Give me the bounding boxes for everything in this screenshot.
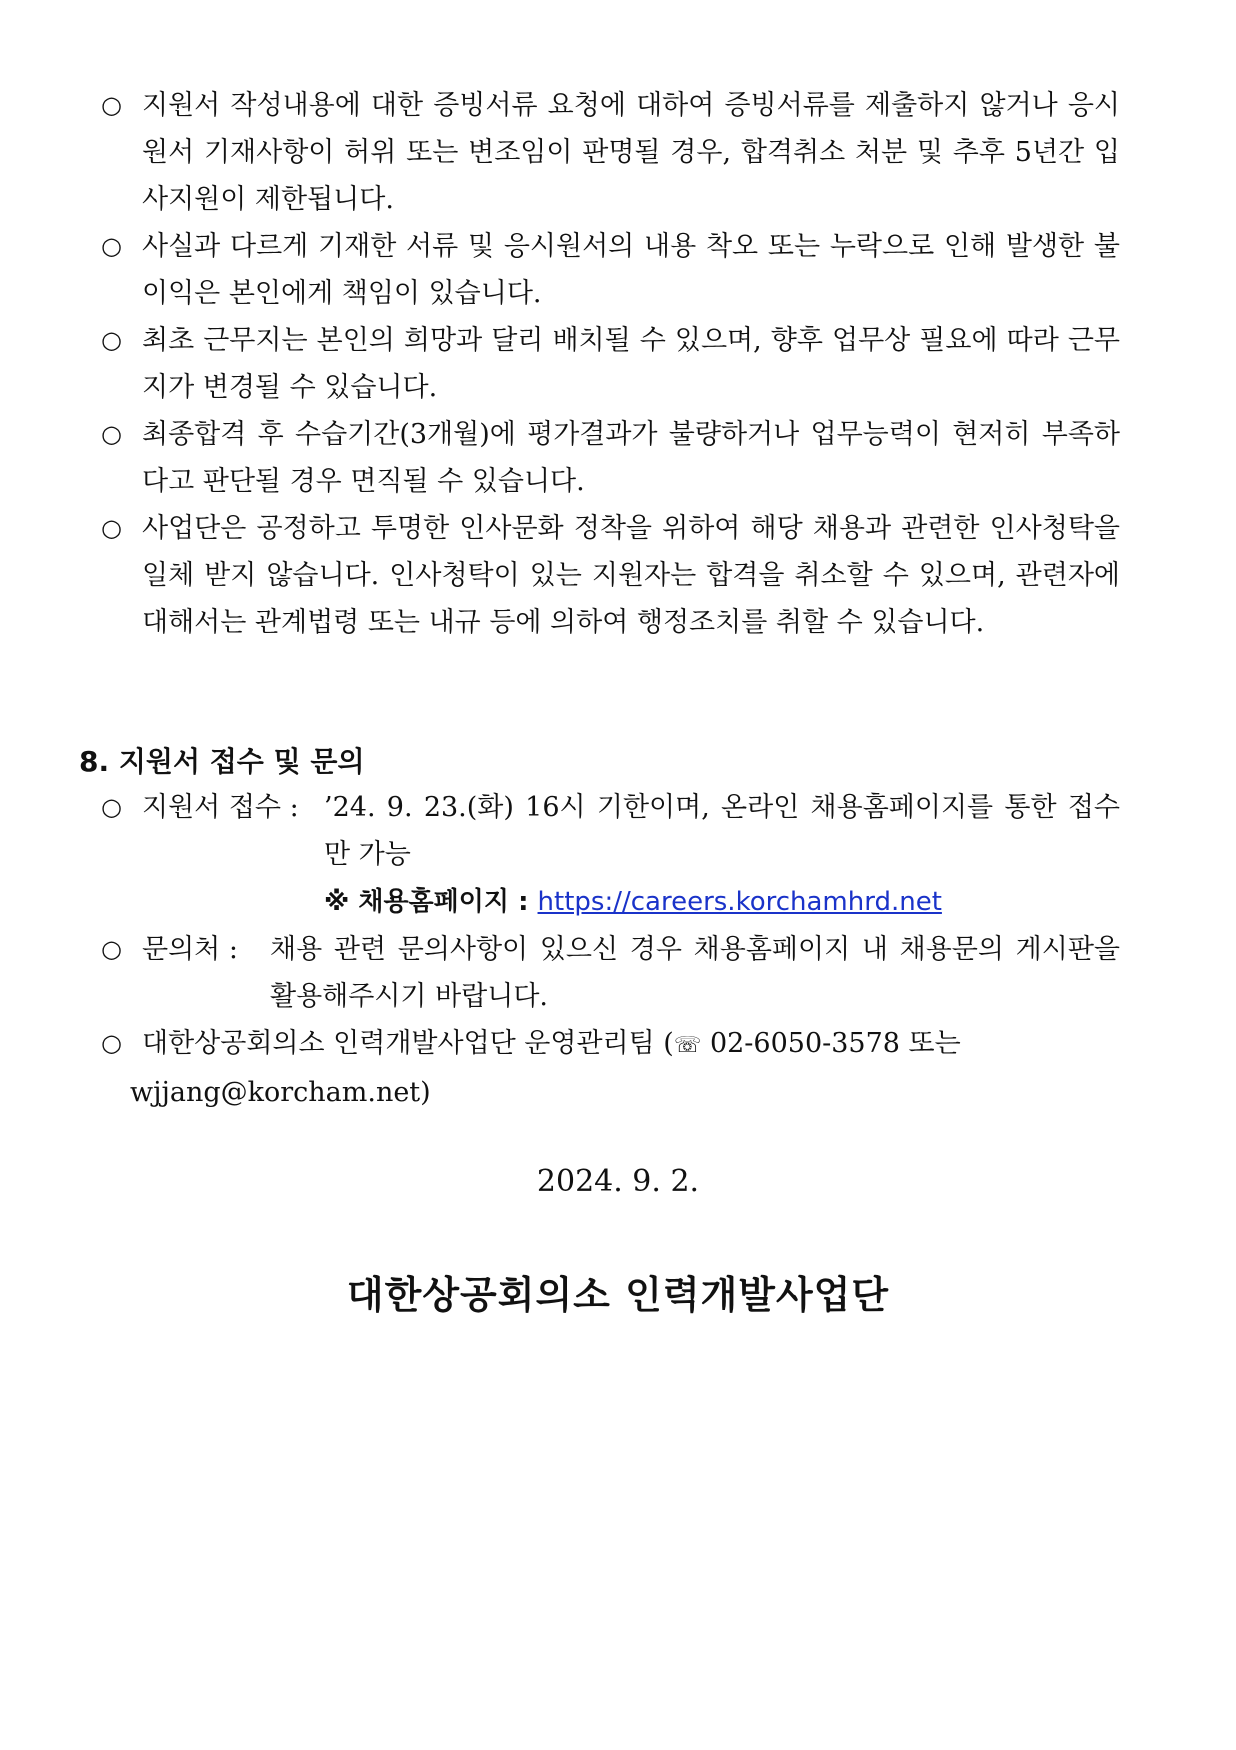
bullet-icon: ○ — [101, 91, 122, 119]
application-info — [95, 784, 1120, 1116]
document-date: 2024. 9. 2. — [536, 1164, 700, 1199]
notice-item-workplace — [95, 317, 1120, 411]
notice-text: 최종합격 후 수습기간(3개월)에 평가결과가 불량하거나 업무능력이 현저히 부족하다고 판단될 경우 면직될 수 있습니다. — [142, 419, 1120, 497]
contact-phone: 02-6050-3578 또는 — [701, 1028, 961, 1059]
application-label: 지원서 접수 : — [142, 792, 299, 823]
notice-list — [95, 82, 1120, 646]
contact-email: wjjang@korcham.net) — [130, 1077, 431, 1108]
phone-icon: ☏ — [673, 1033, 702, 1058]
bullet-icon: ○ — [101, 793, 122, 821]
notice-text: 지원서 작성내용에 대한 증빙서류 요청에 대하여 증빙서류를 제출하지 않거나 응시원서 기재사항이 허위 또는 변조임이 판명될 경우, 합격취소 처분 및 추후 5년간 입사지원이 제한됩니다. — [142, 90, 1120, 215]
inquiry-row — [95, 926, 1120, 1020]
notice-item-solicitation — [95, 505, 1120, 646]
notice-item-probation — [95, 411, 1120, 505]
bullet-icon: ○ — [101, 935, 122, 963]
bullet-icon: ○ — [101, 420, 122, 448]
bullet-icon: ○ — [101, 326, 122, 354]
inquiry-text: 채용 관련 문의사항이 있으신 경우 채용홈페이지 내 채용문의 게시판을 활용해주시기 바랍니다. — [270, 934, 1120, 1012]
application-content — [324, 784, 1120, 926]
application-row — [95, 784, 1120, 926]
notice-text: 사업단은 공정하고 투명한 인사문화 정착을 위하여 해당 채용과 관련한 인사청탁을 일체 받지 않습니다. 인사청탁이 있는 지원자는 합격을 취소할 수 있으며, 관련자에 대해서는 관계법령 또는 내규 등에 의하여 행정조치를 취할 수 있습니다. — [142, 513, 1120, 638]
organization-name: 대한상공회의소 인력개발사업단 — [346, 1273, 890, 1317]
notice-text: 최초 근무지는 본인의 희망과 달리 배치될 수 있으며, 향후 업무상 필요에 따라 근무지가 변경될 수 있습니다. — [142, 325, 1120, 403]
homepage-label: ※ 채용홈페이지 : — [324, 887, 538, 917]
homepage-link[interactable]: https://careers.korchamhrd.net — [537, 887, 942, 917]
application-text: ’24. 9. 23.(화) 16시 기한이며, 온라인 채용홈페이지를 통한 접수만 가능 — [324, 792, 1120, 870]
contact-text: 대한상공회의소 인력개발사업단 운영관리팀 ( — [142, 1028, 674, 1059]
bullet-icon: ○ — [101, 232, 122, 260]
contact-row — [95, 1020, 1120, 1116]
notice-item-responsibility — [95, 223, 1120, 317]
inquiry-label: 문의처 : — [142, 934, 238, 965]
homepage-line — [324, 878, 1120, 926]
section-heading: 8. 지원서 접수 및 문의 — [79, 745, 365, 778]
bullet-icon: ○ — [101, 514, 122, 542]
notice-text: 사실과 다르게 기재한 서류 및 응시원서의 내용 착오 또는 누락으로 인해 발생한 불이익은 본인에게 책임이 있습니다. — [142, 231, 1120, 309]
notice-item-documents — [95, 82, 1120, 223]
bullet-icon: ○ — [101, 1029, 122, 1057]
